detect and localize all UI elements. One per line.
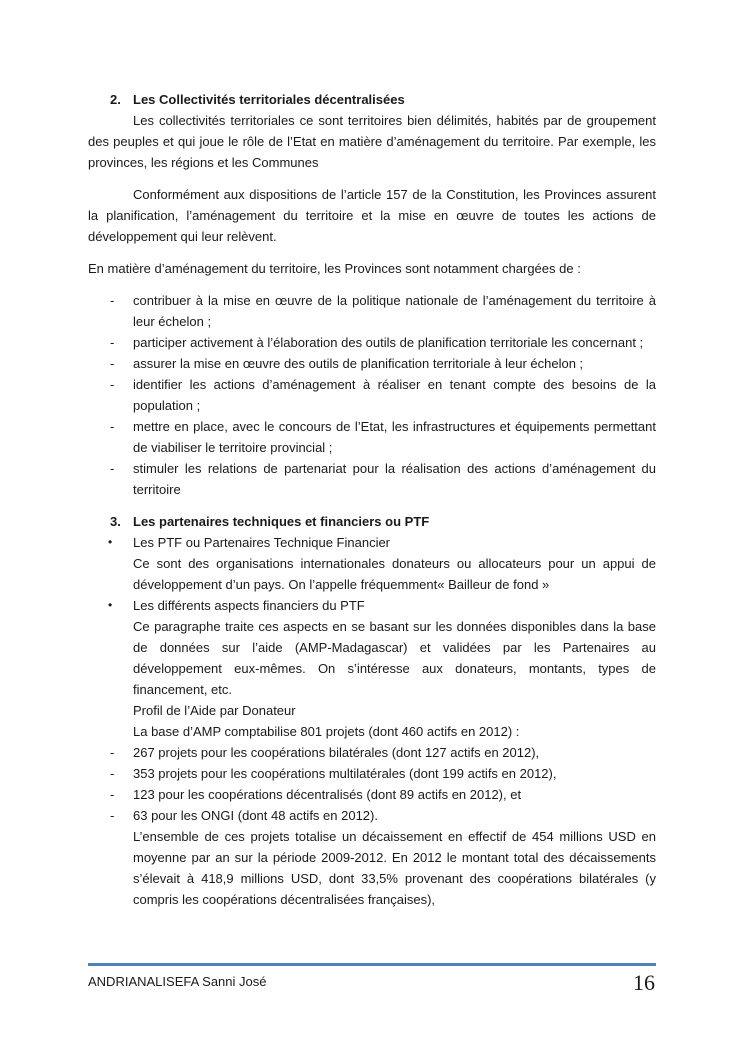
dash-marker: -	[110, 766, 115, 781]
bullet-item-ptf	[88, 532, 656, 553]
bullet-icon: •	[108, 535, 113, 549]
disbursement-paragraph: L’ensemble de ces projets totalise un décaissement en effectif de 454 millions USD en moyenne par an sur la période 2009-2012. En 2012 le montant total des décaissements s’élevait à 418,9 millions USD, dont 33,5% provenant des coopérations bilatérales (y compris les coopérations décentralisées françaises),	[133, 829, 656, 907]
dash-marker: -	[110, 461, 115, 476]
page-number: 16	[633, 970, 655, 995]
list-item-text: 63 pour les ONGI (dont 48 actifs en 2012).	[133, 808, 378, 823]
dash-marker: -	[110, 419, 115, 434]
bullet-item-financial-aspects	[88, 595, 656, 616]
section-2-heading	[88, 89, 656, 110]
bullet-title: Les PTF ou Partenaires Technique Financier	[133, 535, 391, 550]
section-2-number: 2.	[110, 92, 121, 107]
section-2-paragraph-3: En matière d’aménagement du territoire, les Provinces sont notamment chargées de :	[88, 261, 581, 276]
list-item-text: mettre en place, avec le concours de l’Etat, les infrastructures et équipements permettant de viabiliser le territoire provincial ;	[133, 419, 656, 455]
dash-marker: -	[110, 808, 115, 823]
section-3-title: Les partenaires techniques et financiers ou PTF	[133, 514, 430, 529]
ptf-definition: Ce sont des organisations internationales donateurs ou allocateurs pour un appui de développement d’un pays. On l’appelle fréquemment« Bailleur de fond »	[133, 556, 656, 592]
list-item-text: contribuer à la mise en œuvre de la politique nationale de l’aménagement du territoire à leur échelon ;	[133, 293, 656, 329]
list-item-text: assurer la mise en œuvre des outils de planification territoriale à leur échelon ;	[133, 356, 584, 371]
list-item-text: stimuler les relations de partenariat pour la réalisation des actions d’aménagement du territoire	[133, 461, 656, 497]
section-2-paragraph-1: Les collectivités territoriales ce sont territoires bien délimités, habités par de groupement des peuples et qui joue le rôle de l’Etat en matière d’aménagement du territoire. Par exemple, les provinces, les régions et les Communes	[88, 113, 656, 170]
list-item-text: 353 projets pour les coopérations multilatérales (dont 199 actifs en 2012),	[133, 766, 557, 781]
dash-marker: -	[110, 293, 115, 308]
dash-marker: -	[110, 356, 115, 371]
list-item	[88, 784, 656, 805]
footer-rule	[88, 963, 656, 966]
financial-aspects-text: Ce paragraphe traite ces aspects en se basant sur les données disponibles dans la base de données sur l’aide (AMP-Madagascar) et validées par les Partenaires au développement eux-mêmes. On s’intéresse aux donateurs, montants, types de financement, etc.	[133, 619, 656, 697]
list-item	[88, 416, 656, 458]
list-item-text: participer activement à l’élaboration des outils de planification territoriale les concernant ;	[133, 335, 644, 350]
list-item	[88, 805, 656, 826]
bullet-title: Les différents aspects financiers du PTF	[133, 598, 365, 613]
section-2-title: Les Collectivités territoriales décentralisées	[133, 92, 405, 107]
list-item	[88, 290, 656, 332]
list-item-text: 123 pour les coopérations décentralisés (dont 89 actifs en 2012), et	[133, 787, 522, 802]
profile-title: Profil de l’Aide par Donateur	[133, 703, 296, 718]
list-item	[88, 742, 656, 763]
footer-author: ANDRIANALISEFA Sanni José	[88, 974, 267, 989]
list-item-text: identifier les actions d’aménagement à réaliser en tenant compte des besoins de la population ;	[133, 377, 656, 413]
dash-marker: -	[110, 377, 115, 392]
section-3-heading	[88, 511, 656, 532]
list-item	[88, 374, 656, 416]
dash-marker: -	[110, 335, 115, 350]
dash-marker: -	[110, 745, 115, 760]
amp-summary: La base d’AMP comptabilise 801 projets (dont 460 actifs en 2012) :	[133, 724, 520, 739]
bullet-icon: •	[108, 598, 113, 612]
list-item-text: 267 projets pour les coopérations bilatérales (dont 127 actifs en 2012),	[133, 745, 540, 760]
list-item	[88, 763, 656, 784]
page-body	[88, 89, 656, 910]
dash-marker: -	[110, 787, 115, 802]
section-3-number: 3.	[110, 514, 121, 529]
list-item	[88, 332, 656, 353]
list-item	[88, 458, 656, 500]
list-item	[88, 353, 656, 374]
section-2-paragraph-2: Conformément aux dispositions de l’article 157 de la Constitution, les Provinces assurent la planification, l’aménagement du territoire et la mise en œuvre de toutes les actions de développement qui leur relèvent.	[88, 187, 656, 244]
